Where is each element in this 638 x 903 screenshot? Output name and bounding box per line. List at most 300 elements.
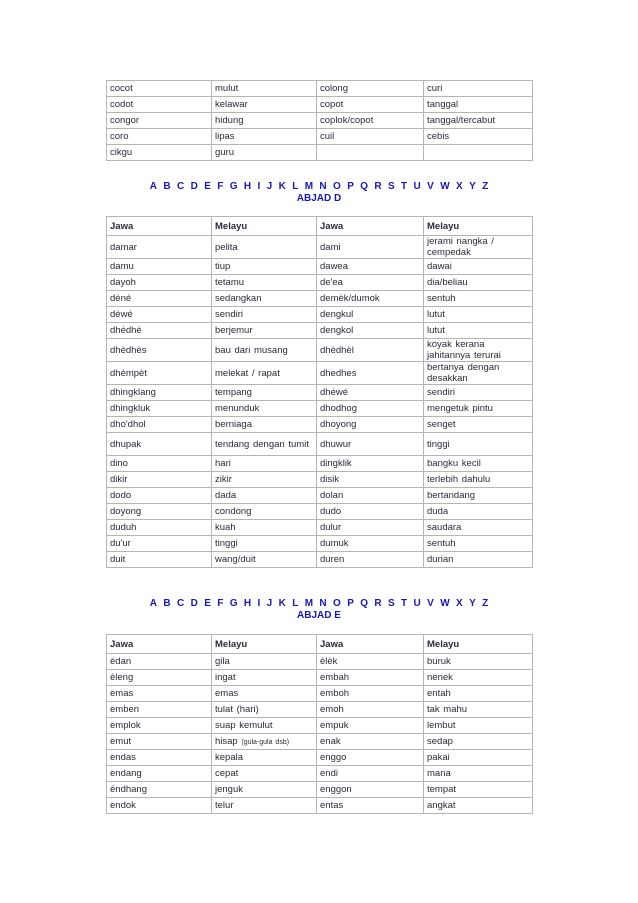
melayu-meaning-text: melekat / rapat bbox=[215, 367, 280, 379]
alphabet-letter: S bbox=[388, 181, 395, 192]
jawa-word-text: emben bbox=[110, 704, 140, 715]
melayu-meaning-text: pakai bbox=[427, 752, 450, 763]
jawa-word-text: déné bbox=[110, 293, 132, 304]
jawa-word bbox=[107, 782, 212, 798]
table-row bbox=[107, 456, 533, 472]
jawa-word bbox=[107, 718, 212, 734]
column-header bbox=[107, 217, 212, 236]
alphabet-letter: D bbox=[190, 181, 198, 192]
jawa-word bbox=[107, 145, 212, 161]
alphabet-letter: F bbox=[217, 598, 224, 609]
jawa-word bbox=[107, 686, 212, 702]
word-table-c bbox=[106, 80, 533, 161]
table-row bbox=[107, 520, 533, 536]
alphabet-nav-e bbox=[106, 598, 532, 622]
jawa-word-text: dolan bbox=[320, 490, 344, 501]
usage-note: (gula-gula dsb) bbox=[241, 738, 290, 746]
alphabet-letter: O bbox=[333, 181, 341, 192]
alphabet-letter: S bbox=[388, 598, 395, 609]
melayu-meaning-text: sendiri bbox=[215, 309, 243, 320]
melayu-meaning bbox=[212, 81, 317, 97]
jawa-word bbox=[107, 417, 212, 433]
melayu-meaning bbox=[212, 291, 317, 307]
jawa-word-text: duit bbox=[110, 554, 126, 565]
melayu-meaning-text: jenguk bbox=[215, 784, 243, 795]
melayu-meaning-text: angkat bbox=[427, 800, 456, 811]
jawa-word bbox=[317, 766, 424, 782]
melayu-meaning-text: lipas bbox=[215, 131, 235, 142]
jawa-word bbox=[107, 766, 212, 782]
table-row bbox=[107, 145, 533, 161]
jawa-word bbox=[317, 488, 424, 504]
jawa-word bbox=[107, 536, 212, 552]
alphabet-letter: A bbox=[149, 181, 158, 192]
table-row bbox=[107, 750, 533, 766]
alphabet-letter: W bbox=[440, 181, 450, 192]
alphabet-letter: C bbox=[177, 181, 185, 192]
alphabet-letter: X bbox=[456, 598, 463, 609]
melayu-meaning-text: emas bbox=[215, 688, 239, 699]
jawa-word-text: disik bbox=[320, 474, 340, 485]
jawa-word-text: copot bbox=[320, 99, 344, 110]
melayu-meaning-text: guru bbox=[215, 147, 235, 158]
melayu-meaning-text: saudara bbox=[427, 522, 462, 533]
jawa-word bbox=[107, 81, 212, 97]
alphabet-letter: V bbox=[427, 598, 434, 609]
alphabet-letter: T bbox=[401, 181, 408, 192]
melayu-meaning bbox=[212, 433, 317, 456]
melayu-meaning-text: condong bbox=[215, 506, 252, 517]
table-row bbox=[107, 766, 533, 782]
melayu-meaning-text: hari bbox=[215, 458, 231, 469]
jawa-word-text: doyong bbox=[110, 506, 142, 517]
melayu-meaning bbox=[424, 145, 533, 161]
jawa-word bbox=[107, 472, 212, 488]
alphabet-letter: J bbox=[266, 598, 273, 609]
melayu-meaning-text: sentuh bbox=[427, 538, 456, 549]
melayu-meaning bbox=[424, 504, 533, 520]
jawa-word bbox=[107, 113, 212, 129]
jawa-word bbox=[317, 552, 424, 568]
alphabet-letter: N bbox=[319, 181, 327, 192]
melayu-meaning bbox=[424, 236, 533, 259]
section-title-e: ABJAD E bbox=[297, 610, 341, 621]
alphabet-letter: P bbox=[347, 598, 354, 609]
jawa-word bbox=[107, 488, 212, 504]
melayu-meaning-text: berniaga bbox=[215, 419, 252, 430]
alphabet-letter: M bbox=[304, 598, 314, 609]
table-row bbox=[107, 670, 533, 686]
word-table-d bbox=[106, 216, 533, 568]
jawa-word bbox=[317, 670, 424, 686]
melayu-meaning-text: tanggal/tercabut bbox=[427, 115, 496, 126]
table-row bbox=[107, 488, 533, 504]
jawa-word-text: enggo bbox=[320, 752, 347, 763]
table-row bbox=[107, 259, 533, 275]
jawa-word-text: demèk/dumok bbox=[320, 293, 380, 304]
jawa-word bbox=[107, 734, 212, 750]
melayu-meaning bbox=[212, 236, 317, 259]
melayu-meaning-text: dia/beliau bbox=[427, 277, 468, 288]
alphabet-letter: X bbox=[456, 181, 463, 192]
jawa-word-text: dhéwé bbox=[320, 387, 348, 398]
alphabet-letter: G bbox=[229, 598, 238, 609]
table-row bbox=[107, 472, 533, 488]
alphabet-nav-d bbox=[106, 181, 532, 205]
melayu-meaning-text: gila bbox=[215, 656, 230, 667]
melayu-meaning bbox=[424, 536, 533, 552]
jawa-word-text: coplok/copot bbox=[320, 115, 374, 126]
melayu-meaning-text: jerami nangka / cempedak bbox=[427, 236, 494, 258]
jawa-word-text: dudo bbox=[320, 506, 342, 517]
melayu-meaning bbox=[424, 798, 533, 814]
jawa-word bbox=[317, 536, 424, 552]
column-header bbox=[317, 217, 424, 236]
alphabet-letter: R bbox=[374, 181, 382, 192]
jawa-word bbox=[107, 798, 212, 814]
column-header bbox=[212, 217, 317, 236]
melayu-meaning bbox=[424, 766, 533, 782]
jawa-word bbox=[317, 113, 424, 129]
jawa-word bbox=[317, 97, 424, 113]
jawa-word-text: dulur bbox=[320, 522, 342, 533]
melayu-meaning bbox=[424, 488, 533, 504]
table-row bbox=[107, 385, 533, 401]
alphabet-letter: U bbox=[413, 598, 421, 609]
table-row bbox=[107, 275, 533, 291]
jawa-word-text: emoh bbox=[320, 704, 344, 715]
melayu-meaning bbox=[424, 385, 533, 401]
column-header-text: Jawa bbox=[320, 220, 344, 232]
melayu-meaning-text: tanggal bbox=[427, 99, 459, 110]
word-table-e bbox=[106, 634, 533, 814]
table-row bbox=[107, 536, 533, 552]
melayu-meaning bbox=[424, 552, 533, 568]
melayu-meaning bbox=[424, 686, 533, 702]
column-header bbox=[107, 635, 212, 654]
alphabet-letter: Y bbox=[469, 598, 476, 609]
jawa-word-text: dhingkluk bbox=[110, 403, 151, 414]
melayu-meaning-text: sentuh bbox=[427, 293, 456, 304]
melayu-meaning-text: cepat bbox=[215, 768, 239, 779]
jawa-word-text: emas bbox=[110, 688, 134, 699]
melayu-meaning-text: koyak kerana jahitannya terurai bbox=[427, 339, 501, 361]
melayu-meaning-text: kuah bbox=[215, 522, 236, 533]
alphabet-letter: W bbox=[440, 598, 450, 609]
column-header-text: Jawa bbox=[110, 220, 134, 232]
alphabet-letter: O bbox=[333, 598, 341, 609]
jawa-word-text: dhèmpèt bbox=[110, 367, 147, 379]
melayu-meaning-text: duda bbox=[427, 506, 449, 517]
melayu-meaning bbox=[424, 275, 533, 291]
jawa-word bbox=[317, 520, 424, 536]
melayu-meaning bbox=[424, 417, 533, 433]
melayu-meaning bbox=[212, 275, 317, 291]
alphabet-letter: Q bbox=[360, 598, 369, 609]
jawa-word bbox=[107, 456, 212, 472]
melayu-meaning bbox=[212, 654, 317, 670]
melayu-meaning-text: telur bbox=[215, 800, 234, 811]
jawa-word bbox=[107, 97, 212, 113]
column-header bbox=[317, 635, 424, 654]
alphabet-letter: B bbox=[163, 598, 171, 609]
melayu-meaning bbox=[212, 734, 317, 750]
melayu-meaning-text: sedangkan bbox=[215, 293, 262, 304]
jawa-word-text: cikgu bbox=[110, 147, 133, 158]
jawa-word bbox=[317, 417, 424, 433]
jawa-word bbox=[107, 362, 212, 385]
table-row bbox=[107, 307, 533, 323]
table-row bbox=[107, 401, 533, 417]
jawa-word-text: endang bbox=[110, 768, 142, 779]
table-row bbox=[107, 97, 533, 113]
jawa-word bbox=[317, 323, 424, 339]
jawa-word bbox=[107, 259, 212, 275]
melayu-meaning-text: dada bbox=[215, 490, 237, 501]
melayu-meaning bbox=[212, 504, 317, 520]
melayu-meaning-text: tiup bbox=[215, 261, 231, 272]
melayu-meaning bbox=[212, 385, 317, 401]
jawa-word-text: cocot bbox=[110, 83, 133, 94]
jawa-word bbox=[317, 734, 424, 750]
jawa-word-text: empuk bbox=[320, 720, 349, 731]
jawa-word bbox=[107, 275, 212, 291]
melayu-meaning bbox=[212, 145, 317, 161]
melayu-meaning bbox=[212, 718, 317, 734]
melayu-meaning bbox=[212, 323, 317, 339]
jawa-word bbox=[317, 291, 424, 307]
jawa-word bbox=[317, 275, 424, 291]
jawa-word-text: dayoh bbox=[110, 277, 136, 288]
alphabet-letters bbox=[106, 598, 532, 610]
melayu-meaning bbox=[212, 456, 317, 472]
table-row bbox=[107, 782, 533, 798]
jawa-word bbox=[317, 504, 424, 520]
melayu-meaning-text: lutut bbox=[427, 325, 445, 336]
jawa-word-text: dhédhé bbox=[110, 325, 142, 336]
jawa-word-text: dino bbox=[110, 458, 128, 469]
jawa-word bbox=[107, 401, 212, 417]
jawa-word bbox=[317, 798, 424, 814]
alphabet-letter: H bbox=[243, 598, 252, 609]
melayu-meaning bbox=[424, 307, 533, 323]
melayu-meaning-text: durian bbox=[427, 554, 454, 565]
melayu-meaning bbox=[212, 259, 317, 275]
melayu-meaning bbox=[212, 488, 317, 504]
jawa-word-text: dengkol bbox=[320, 325, 354, 336]
jawa-word-text: emboh bbox=[320, 688, 350, 699]
melayu-meaning-text: terlebih dahulu bbox=[427, 474, 491, 485]
alphabet-letter: R bbox=[374, 598, 382, 609]
jawa-word bbox=[317, 385, 424, 401]
alphabet-letter: L bbox=[292, 181, 299, 192]
jawa-word bbox=[317, 401, 424, 417]
melayu-meaning bbox=[424, 97, 533, 113]
melayu-meaning-text: entah bbox=[427, 688, 451, 699]
jawa-word-text: entas bbox=[320, 800, 344, 811]
column-header-text: Melayu bbox=[215, 638, 248, 650]
melayu-meaning-text: pelita bbox=[215, 241, 238, 253]
jawa-word-text: congor bbox=[110, 115, 140, 126]
alphabet-letter: Z bbox=[482, 598, 489, 609]
jawa-word-text: de'ea bbox=[320, 277, 343, 288]
jawa-word-text: dhedhes bbox=[320, 367, 357, 379]
melayu-meaning bbox=[424, 362, 533, 385]
jawa-word-text: édan bbox=[110, 656, 132, 667]
jawa-word bbox=[107, 670, 212, 686]
melayu-meaning-text: mulut bbox=[215, 83, 239, 94]
melayu-meaning-text: bau dari musang bbox=[215, 344, 288, 356]
alphabet-letter: A bbox=[149, 598, 158, 609]
melayu-meaning-text: mana bbox=[427, 768, 451, 779]
melayu-meaning-text: curi bbox=[427, 83, 443, 94]
table-row bbox=[107, 339, 533, 362]
column-header bbox=[212, 635, 317, 654]
jawa-word-text: duren bbox=[320, 554, 345, 565]
melayu-meaning bbox=[424, 718, 533, 734]
melayu-meaning bbox=[212, 307, 317, 323]
alphabet-letter: F bbox=[217, 181, 224, 192]
melayu-meaning bbox=[424, 401, 533, 417]
jawa-word-text: èleng bbox=[110, 672, 134, 683]
melayu-meaning bbox=[212, 520, 317, 536]
melayu-meaning-text: hisap bbox=[215, 735, 238, 747]
jawa-word bbox=[317, 145, 424, 161]
table-row bbox=[107, 798, 533, 814]
alphabet-letter: B bbox=[163, 181, 171, 192]
table-row bbox=[107, 734, 533, 750]
jawa-word bbox=[107, 323, 212, 339]
alphabet-letter: N bbox=[319, 598, 327, 609]
jawa-word bbox=[317, 307, 424, 323]
melayu-meaning-text: tulat (hari) bbox=[215, 704, 259, 715]
jawa-word-text: dho'dhol bbox=[110, 419, 146, 430]
column-header-text: Melayu bbox=[427, 638, 460, 650]
table-row bbox=[107, 81, 533, 97]
table-row bbox=[107, 291, 533, 307]
alphabet-letter: E bbox=[204, 181, 211, 192]
alphabet-letter: Y bbox=[469, 181, 476, 192]
melayu-meaning-text: tinggi bbox=[427, 438, 450, 450]
jawa-word-text: endi bbox=[320, 768, 338, 779]
jawa-word bbox=[107, 385, 212, 401]
melayu-meaning-text: menunduk bbox=[215, 403, 260, 414]
melayu-meaning bbox=[424, 433, 533, 456]
jawa-word bbox=[317, 654, 424, 670]
melayu-meaning-text: mengetuk pintu bbox=[427, 403, 493, 414]
melayu-meaning bbox=[424, 750, 533, 766]
melayu-meaning bbox=[212, 401, 317, 417]
column-header bbox=[424, 635, 533, 654]
table-header-row bbox=[107, 635, 533, 654]
jawa-word-text: dawea bbox=[320, 261, 348, 272]
melayu-meaning bbox=[212, 113, 317, 129]
jawa-word bbox=[107, 307, 212, 323]
jawa-word bbox=[107, 129, 212, 145]
alphabet-letter: K bbox=[278, 598, 286, 609]
alphabet-letter: I bbox=[257, 181, 261, 192]
jawa-word-text: endok bbox=[110, 800, 136, 811]
jawa-word bbox=[107, 552, 212, 568]
melayu-meaning-text: sedap bbox=[427, 736, 453, 747]
jawa-word-text: colong bbox=[320, 83, 348, 94]
alphabet-letters bbox=[106, 181, 532, 193]
jawa-word-text: dhoyong bbox=[320, 419, 357, 430]
jawa-word-text: dhupak bbox=[110, 438, 142, 450]
melayu-meaning-text: suap kemulut bbox=[215, 720, 273, 731]
jawa-word-text: emplok bbox=[110, 720, 141, 731]
jawa-word-text: emut bbox=[110, 736, 132, 747]
melayu-meaning bbox=[424, 670, 533, 686]
jawa-word bbox=[317, 339, 424, 362]
melayu-meaning bbox=[212, 686, 317, 702]
melayu-meaning-text: tempang bbox=[215, 387, 252, 398]
melayu-meaning-text: tak mahu bbox=[427, 704, 468, 715]
table-header-row bbox=[107, 217, 533, 236]
alphabet-letter: T bbox=[401, 598, 408, 609]
jawa-word bbox=[107, 750, 212, 766]
melayu-meaning bbox=[424, 734, 533, 750]
jawa-word-text: dhuwur bbox=[320, 438, 352, 450]
melayu-meaning bbox=[212, 798, 317, 814]
alphabet-letter: C bbox=[177, 598, 185, 609]
column-header-text: Jawa bbox=[320, 638, 344, 650]
table-row bbox=[107, 504, 533, 520]
table-row bbox=[107, 702, 533, 718]
jawa-word-text: dami bbox=[320, 241, 341, 253]
jawa-word-text: endas bbox=[110, 752, 136, 763]
melayu-meaning bbox=[424, 259, 533, 275]
melayu-meaning bbox=[212, 536, 317, 552]
melayu-meaning bbox=[212, 362, 317, 385]
melayu-meaning-text: tempat bbox=[427, 784, 457, 795]
jawa-word-text: èlèk bbox=[320, 656, 338, 667]
jawa-word bbox=[107, 339, 212, 362]
jawa-word-text: dingklik bbox=[320, 458, 352, 469]
alphabet-letter: V bbox=[427, 181, 434, 192]
jawa-word bbox=[317, 472, 424, 488]
jawa-word bbox=[107, 433, 212, 456]
table-row bbox=[107, 362, 533, 385]
jawa-word bbox=[317, 750, 424, 766]
jawa-word-text: coro bbox=[110, 131, 129, 142]
alphabet-letter: J bbox=[266, 181, 273, 192]
jawa-word-text: dumuk bbox=[320, 538, 349, 549]
melayu-meaning-text: senget bbox=[427, 419, 456, 430]
melayu-meaning-text: bertandang bbox=[427, 490, 476, 501]
table-row bbox=[107, 433, 533, 456]
melayu-meaning-text: tendang dengan tumit bbox=[215, 438, 309, 450]
melayu-meaning bbox=[424, 113, 533, 129]
jawa-word bbox=[317, 456, 424, 472]
alphabet-letter: Q bbox=[360, 181, 369, 192]
table-row bbox=[107, 236, 533, 259]
melayu-meaning bbox=[424, 702, 533, 718]
table-row bbox=[107, 654, 533, 670]
melayu-meaning-text: kepala bbox=[215, 752, 243, 763]
jawa-word-text: enak bbox=[320, 736, 341, 747]
melayu-meaning bbox=[424, 520, 533, 536]
melayu-meaning bbox=[212, 417, 317, 433]
melayu-meaning-text: tinggi bbox=[215, 538, 238, 549]
jawa-word-text: dhèdhèl bbox=[320, 344, 354, 356]
melayu-meaning-text: berjemur bbox=[215, 325, 253, 336]
jawa-word bbox=[107, 236, 212, 259]
jawa-word-text: enggon bbox=[320, 784, 352, 795]
melayu-meaning bbox=[424, 339, 533, 362]
jawa-word bbox=[317, 702, 424, 718]
melayu-meaning bbox=[212, 782, 317, 798]
